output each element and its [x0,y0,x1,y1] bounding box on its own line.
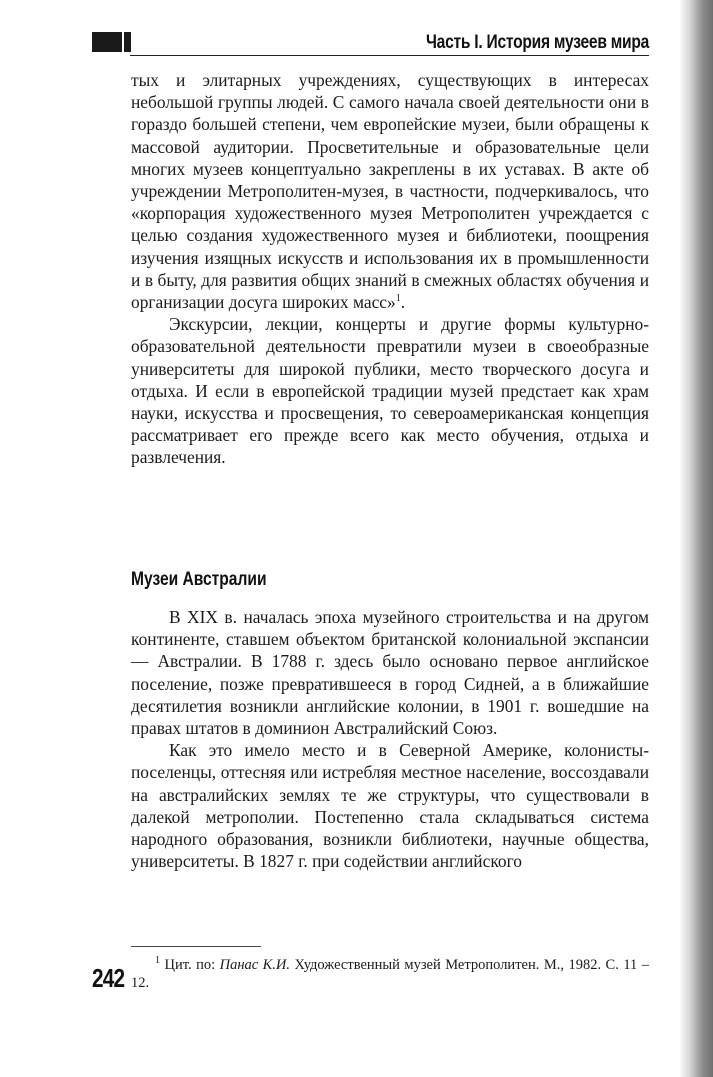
paragraph-text: тых и элитарных учреждениях, существующих в интересах небольшой группы людей. С самого начала своей деятельности они в гораздо большей степени, чем европейские музеи, были обращены к массовой аудитории. Просветительные и образовательные цели многих музеев концептуально закреплены в их уставах. В акте об учреждении Метрополитен-музея, в частности, подчеркивалось, что «корпорация художественного музея Метрополитен учреждается с целью создания художественного музея и библиотеки, поощрения изучения изящных искусств и использования их в промышленности и в быту, для развития общих знаний в смежных областях обучения и организации досуга широких масс» [131,70,649,313]
header-marker [92,32,122,52]
book-spine-shadow [679,0,713,1077]
footnote-reference: 1 [395,293,401,305]
footnote-prefix: Цит. по: [164,957,220,973]
body-text-section-2 [131,606,649,872]
section-heading: Музеи Австралии [131,569,267,590]
body-text-section-1 [131,69,649,469]
footnote-author: Панас К.И. [219,957,291,973]
paragraph: В XIX в. началась эпоха музейного строительства и на другом континенте, ставшем объектом британской колониальной экспансии — Австралии. В 1788 г. здесь было основано первое английское поселение, позже превратившееся в город Сидней, а в ближайшие десятилетия возникли английские колонии, в 1901 г. вошедшие на правах штатов в доминион Австралийский Союз. [131,607,649,739]
running-head: Часть I. История музеев мира [425,32,649,53]
footnote [131,956,649,992]
paragraph: тых и элитарных учреждениях, существующих в интересах небольшой группы людей. С самого начала своей деятельности они в гораздо большей степени, чем европейские музеи, были обращены к массовой аудитории. Просветительные и образовательные цели многих музеев концептуально закреплены в их уставах. В акте об учреждении Метрополитен-музея, в частности, подчеркивалось, что «корпорация художественного музея Метрополитен учреждается с целью создания художественного музея и библиотеки, поощрения изучения изящных искусств и использования их в промышленности и в быту, для развития общих знаний в смежных областях обучения и организации досуга широких масс»$^1$. [131,70,649,313]
header-rule [130,55,649,56]
footnote-rule [131,946,261,947]
page-number: 242 [92,963,125,993]
paragraph: Экскурсии, лекции, концерты и другие формы культурно-образовательной деятельности превратили музеи в своеобразные университеты для широкой публики, место творческого досуга и отдыха. И если в европейской традиции музей предстает как храм науки, искусства и просвещения, то североамериканская концепция рассматривает его прежде всего как место обучения, отдыха и развлечения. [131,314,649,468]
footnote-marker: 1 [155,955,160,967]
header-marker-bar [124,32,131,52]
footnote-citation: Художественный музей Метрополитен. М., 1982. С. 11 – 12. [131,957,650,991]
paragraph: Как это имело место и в Северной Америке, колонисты-поселенцы, оттесняя или истребляя местное население, воссоздавали на австралийских землях те же структуры, что существовали в далекой метрополии. Постепенно стала складываться система народного образования, возникли библиотеки, научные общества, университеты. В 1827 г. при содействии английского [131,740,649,872]
